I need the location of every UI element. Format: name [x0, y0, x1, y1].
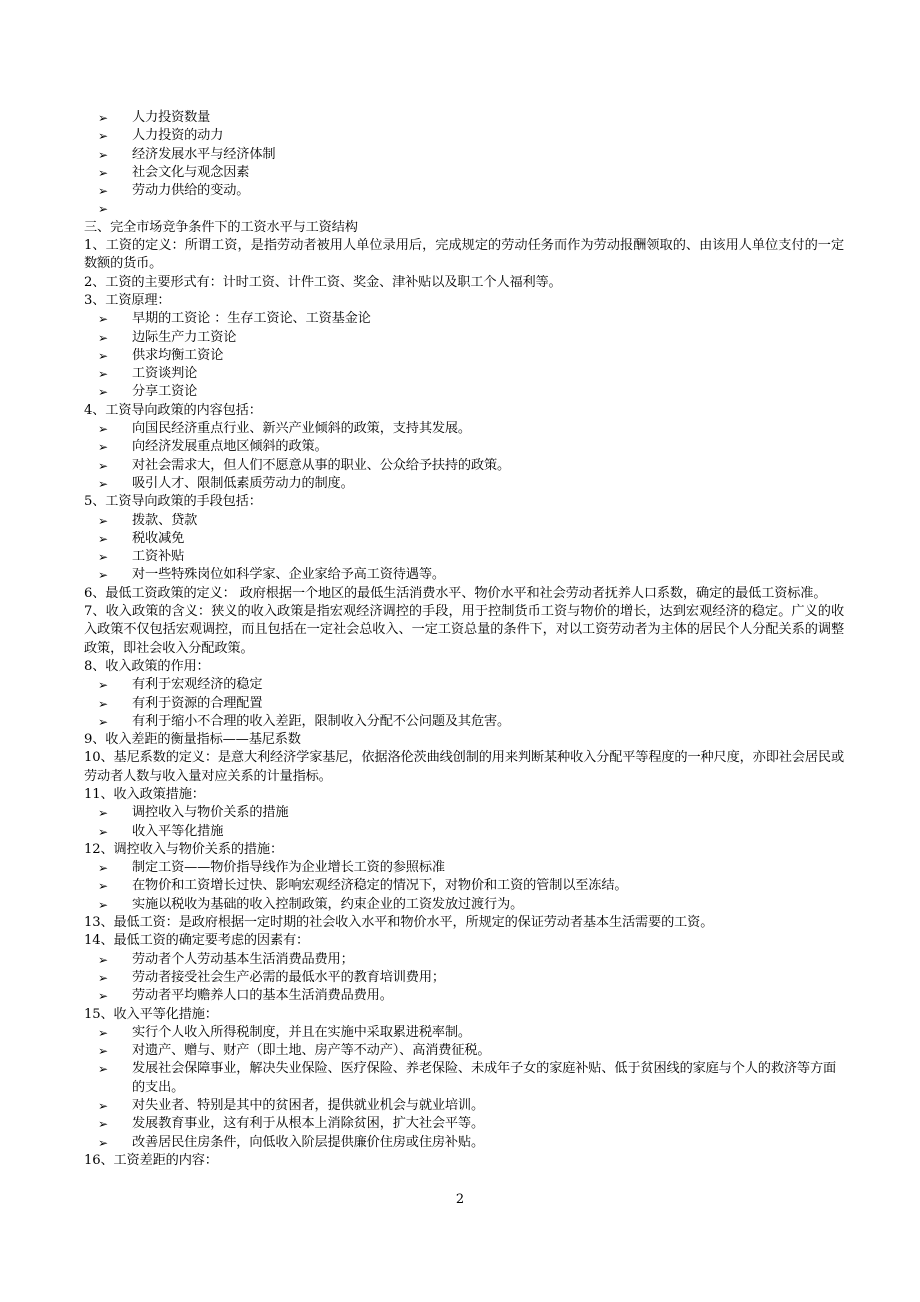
bullet-item: [84, 987, 844, 1005]
bullet-text: 早期的工资论 ：生存工资论、工资基金论: [132, 311, 371, 327]
bullet-arrow-icon: ➢: [98, 385, 108, 400]
paragraph: 3、工资原理：: [84, 292, 171, 308]
bullet-arrow-icon: ➢: [98, 861, 108, 876]
bullet-arrow-icon: ➢: [98, 165, 108, 180]
bullet-arrow-icon: ➢: [98, 1099, 108, 1114]
bullet-arrow-icon: ➢: [98, 422, 108, 437]
paragraph: 16、工资差距的内容：: [84, 1152, 218, 1168]
bullet-item: [84, 512, 844, 530]
bullet-item: [84, 383, 844, 401]
bullet-arrow-icon: ➢: [98, 458, 108, 473]
bullet-text: 劳动力供给的变动。: [132, 183, 250, 199]
bullet-text: 发展教育事业，这有利于从根本上消除贫困，扩大社会平等。: [132, 1116, 485, 1132]
bullet-arrow-icon: ➢: [98, 952, 108, 967]
bullet-item: [84, 127, 844, 145]
bullet-item: [84, 182, 844, 200]
bullet-item: [84, 200, 844, 218]
bullet-arrow-icon: ➢: [98, 129, 108, 144]
bullet-arrow-icon: ➢: [98, 550, 108, 565]
bullet-arrow-icon: ➢: [98, 879, 108, 894]
bullet-text: 劳动者接受社会生产必需的最低水平的教育培训费用；: [132, 969, 445, 985]
bullet-arrow-icon: ➢: [98, 476, 108, 491]
bullet-text: 经济发展水平与经济体制: [132, 146, 276, 162]
bullet-text: 实行个人收入所得税制度，并且在实施中采取累进税率制。: [132, 1024, 471, 1040]
bullet-item: [84, 146, 844, 164]
paragraph: 10、基尼系数的定义：是意大利经济学家基尼，依据洛伦茨曲线创制的用来判断某种收入分配平等程度的一种尺度，亦即社会居民或劳动者人数与收入量对应关系的计量指标。: [84, 750, 844, 784]
bullet-item: [84, 438, 844, 456]
bullet-arrow-icon: ➢: [98, 714, 108, 729]
bullet-text: 边际生产力工资论: [132, 329, 237, 345]
bullet-text: 向经济发展重点地区倾斜的政策。: [132, 439, 328, 455]
bullet-text: 劳动者平均赡养人口的基本生活消费品费用。: [132, 988, 393, 1004]
bullet-text: 对失业者、特别是其中的贫困者，提供就业机会与就业培训。: [132, 1098, 485, 1114]
bullet-arrow-icon: ➢: [98, 513, 108, 528]
bullet-item: [84, 548, 844, 566]
bullet-arrow-icon: ➢: [98, 897, 108, 912]
paragraph: 15、收入平等化措施：: [84, 1006, 218, 1022]
bullet-arrow-icon: ➢: [98, 184, 108, 199]
bullet-arrow-icon: ➢: [98, 147, 108, 162]
bullet-arrow-icon: ➢: [98, 1062, 108, 1077]
bullet-text: 拨款、贷款: [132, 512, 198, 528]
bullet-item: [84, 475, 844, 493]
bullet-text: 税收减免: [132, 530, 185, 546]
bullet-item: [84, 1042, 844, 1060]
bullet-text: 对社会需求大，但人们不愿意从事的职业、公众给予扶持的政策。: [132, 457, 511, 473]
bullet-text: 调控收入与物价关系的措施: [132, 805, 289, 821]
bullet-item: [84, 804, 844, 822]
paragraph: 4、工资导向政策的内容包括：: [84, 402, 262, 418]
bullet-text: 有利于宏观经济的稳定: [132, 677, 263, 693]
bullet-text: 改善居民住房条件，向低收入阶层提供廉价住房或住房补贴。: [132, 1134, 485, 1150]
bullet-arrow-icon: ➢: [98, 970, 108, 985]
bullet-item: [84, 347, 844, 365]
bullet-text: 社会文化与观念因素: [132, 164, 250, 180]
bullet-item: [84, 676, 844, 694]
bullet-item: [84, 713, 844, 731]
bullet-item: [84, 823, 844, 841]
bullet-item: [84, 530, 844, 548]
bullet-text: 工资谈判论: [132, 366, 198, 382]
bullet-arrow-icon: ➢: [98, 806, 108, 821]
bullet-arrow-icon: ➢: [98, 696, 108, 711]
bullet-text: 供求均衡工资论: [132, 347, 224, 363]
paragraph: 14、最低工资的确定要考虑的因素有：: [84, 933, 310, 949]
bullet-item: [84, 859, 844, 877]
bullet-arrow-icon: ➢: [98, 824, 108, 839]
paragraph: 2、工资的主要形式有：计时工资、计件工资、奖金、津补贴以及职工个人福利等。: [84, 274, 562, 290]
bullet-arrow-icon: ➢: [98, 1025, 108, 1040]
bullet-arrow-icon: ➢: [98, 1135, 108, 1150]
bullet-text: 对遗产、赠与、财产（即土地、房产等不动产）、高消费征税。: [132, 1043, 491, 1059]
bullet-arrow-icon: ➢: [98, 348, 108, 363]
bullet-item: [84, 969, 844, 987]
bullet-arrow-icon: ➢: [98, 202, 108, 217]
paragraph: 9、收入差距的衡量指标——基尼系数: [84, 732, 301, 748]
bullet-item: [84, 1115, 844, 1133]
bullet-arrow-icon: ➢: [98, 678, 108, 693]
bullet-arrow-icon: ➢: [98, 111, 108, 125]
page-number: 2: [455, 1192, 465, 1207]
bullet-arrow-icon: ➢: [98, 330, 108, 345]
bullet-text: 人力投资的动力: [132, 128, 224, 144]
bullet-arrow-icon: ➢: [98, 989, 108, 1004]
bullet-arrow-icon: ➢: [98, 367, 108, 382]
bullet-text: 向国民经济重点行业、新兴产业倾斜的政策，支持其发展。: [132, 421, 471, 437]
bullet-item: [84, 164, 844, 182]
paragraph: 11、收入政策措施：: [84, 786, 205, 802]
bullet-arrow-icon: ➢: [98, 531, 108, 546]
bullet-text: 发展社会保障事业，解决失业保险、医疗保险、养老保险、未成年子女的家庭补贴、低于贫困线的家庭与个人的救济等方面的支出。: [132, 1061, 837, 1095]
bullet-item: [84, 310, 844, 328]
bullet-item: [84, 365, 844, 383]
bullet-text: 有利于缩小不合理的收入差距，限制收入分配不公问题及其危害。: [132, 713, 511, 729]
bullet-item: [84, 566, 844, 584]
bullet-arrow-icon: ➢: [98, 568, 108, 583]
bullet-text: 工资补贴: [132, 549, 185, 565]
bullet-text: 实施以税收为基础的收入控制政策，约束企业的工资发放过渡行为。: [132, 896, 524, 912]
bullet-item: [84, 951, 844, 969]
bullet-item: [84, 1097, 844, 1115]
bullet-arrow-icon: ➢: [98, 1044, 108, 1059]
bullet-text: 吸引人才、限制低素质劳动力的制度。: [132, 475, 354, 491]
bullet-item: [84, 1024, 844, 1042]
bullet-item: [84, 896, 844, 914]
bullet-item: [84, 109, 844, 127]
bullet-text: 制定工资——物价指导线作为企业增长工资的参照标准: [132, 860, 445, 876]
bullet-text: 有利于资源的合理配置: [132, 695, 263, 711]
bullet-arrow-icon: ➢: [98, 440, 108, 455]
paragraph: 13、最低工资：是政府根据一定时期的社会收入水平和物价水平，所规定的保证劳动者基本生活需要的工资。: [84, 915, 714, 931]
bullet-item: [84, 1060, 844, 1097]
bullet-arrow-icon: ➢: [98, 312, 108, 327]
paragraph: 6、最低工资政策的定义： 政府根据一个地区的最低生活消费水平、物价水平和社会劳动者抚养人口系数，确定的最低工资标准。: [84, 585, 827, 601]
bullet-item: [84, 420, 844, 438]
bullet-item: [84, 695, 844, 713]
bullet-text: 分享工资论: [132, 384, 198, 400]
bullet-item: [84, 1134, 844, 1152]
bullet-text: 劳动者个人劳动基本生活消费品费用；: [132, 951, 354, 967]
paragraph: 7、收入政策的含义：狭义的收入政策是指宏观经济调控的手段，用于控制货币工资与物价的增长，达到宏观经济的稳定。广义的收入政策不仅包括宏观调控，而且包括在一定社会总收入、一定工资总量的条件下，对以工资劳动者为主体的居民个人分配关系的调整政策，即社会收入分配政策。: [84, 604, 844, 656]
bullet-item: [84, 877, 844, 895]
paragraph: 8、收入政策的作用：: [84, 658, 210, 674]
paragraph: 三、完全市场竞争条件下的工资水平与工资结构: [84, 219, 358, 235]
paragraph: 12、调控收入与物价关系的措施：: [84, 841, 284, 857]
bullet-item: [84, 457, 844, 475]
paragraph: 1、工资的定义：所谓工资，是指劳动者被用人单位录用后，完成规定的劳动任务而作为劳动报酬领取的、由该用人单位支付的一定数额的货币。: [84, 238, 844, 272]
bullet-item: [84, 329, 844, 347]
bullet-text: 收入平等化措施: [132, 823, 224, 839]
bullet-arrow-icon: ➢: [98, 1117, 108, 1132]
paragraph: 5、工资导向政策的手段包括：: [84, 494, 262, 510]
document-body: [84, 109, 844, 1170]
bullet-text: 对一些特殊岗位如科学家、企业家给予高工资待遇等。: [132, 567, 445, 583]
bullet-text: 在物价和工资增长过快、影响宏观经济稳定的情况下，对物价和工资的管制以至冻结。: [132, 878, 628, 894]
bullet-text: 人力投资数量: [132, 110, 211, 125]
